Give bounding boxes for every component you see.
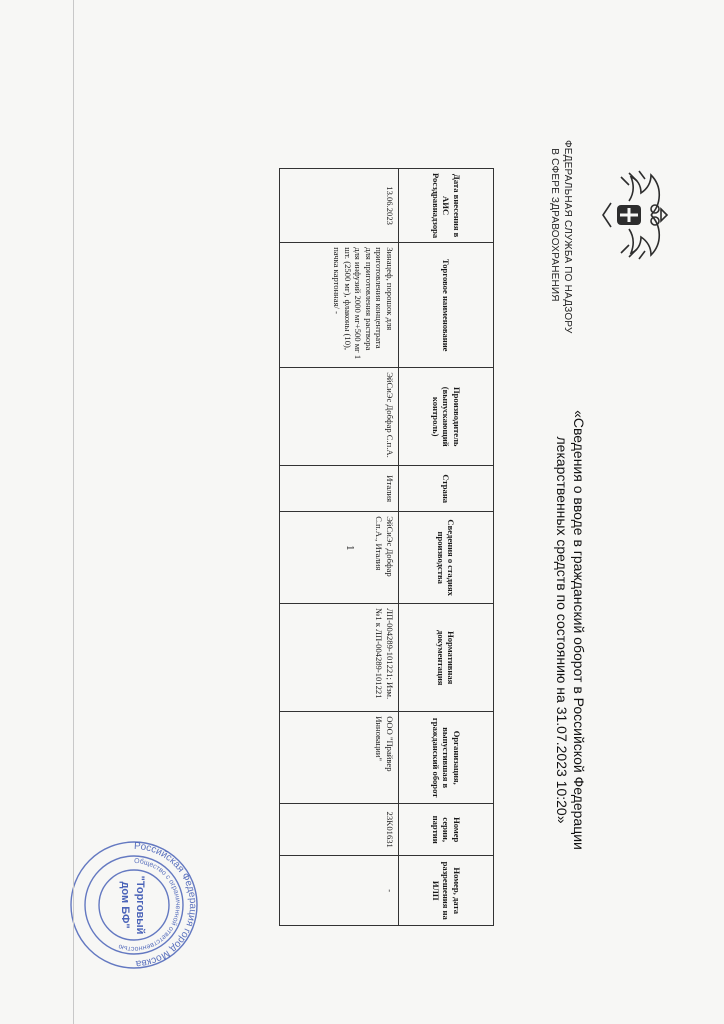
title-line-2: лекарственных средств по состоянию на 31.07.2023 10:20»	[554, 436, 570, 824]
cell-date: 13.06.2023	[280, 169, 399, 243]
column-header-batch: Номер серии, партии	[399, 804, 494, 856]
medicine-register-table	[279, 168, 494, 926]
column-header-permit: Номер, дата разрешения на ИЛП	[399, 856, 494, 926]
stamp-name-line-2: дом БФ"	[119, 881, 131, 929]
title-line-1: «Сведения о вводе в гражданский оборот в Российской Федерации	[571, 410, 587, 850]
stamp-outer-text: Российская Федерация город Москва	[133, 840, 199, 970]
table-header-row	[399, 169, 494, 926]
scan-fold-line	[73, 0, 74, 1024]
stamp-name-line-1: "Торговый	[134, 875, 146, 935]
company-stamp-icon	[69, 840, 199, 970]
eagle-emblem-icon	[599, 165, 669, 265]
table-row	[280, 169, 399, 926]
column-header-date: Дата внесения в АИС Росздравнадзора	[399, 169, 494, 243]
column-header-trade-name: Торговое наименование	[399, 243, 494, 368]
cell-organization: ООО "Прайвер Инновации"	[280, 712, 399, 804]
stamp-inner-text: Общество с ограниченной ответственностью	[117, 857, 182, 953]
column-header-production-stages: Сведения о стадиях производства	[399, 512, 494, 604]
column-header-organization: Организация, выпустившая в гражданский оборот	[399, 712, 494, 804]
agency-name	[548, 140, 574, 334]
column-header-manufacturer: Производитель (выпускающий контроль)	[399, 368, 494, 466]
page-number: 1	[344, 545, 356, 551]
column-header-country: Страна	[399, 466, 494, 512]
cell-country: Италия	[280, 466, 399, 512]
cell-batch: 23K01631	[280, 804, 399, 856]
cell-trade-name: Зинацеф, порошок для приготовления концентрата для приготовления раствора для инфузий 2000 мг+500 мг 1 шт. (2500 мг), флаконы (10), пачка картонная/ -	[280, 243, 399, 368]
column-header-normative-doc: Нормативная документация	[399, 604, 494, 712]
cell-production-stages: ЭйСиЭс Добфар С.п.А., Италия	[280, 512, 399, 604]
cell-normative-doc: ЛП-004289-101221; Изм. №1 к ЛП-004289-101221	[280, 604, 399, 712]
cell-permit: -	[280, 856, 399, 926]
agency-line-2: В СФЕРЕ ЗДРАВООХРАНЕНИЯ	[549, 148, 560, 302]
cell-manufacturer: ЭйСиЭс Добфар С.п.А.	[280, 368, 399, 466]
document-title	[553, 370, 587, 890]
agency-line-1: ФЕДЕРАЛЬНАЯ СЛУЖБА ПО НАДЗОРУ	[562, 140, 573, 334]
